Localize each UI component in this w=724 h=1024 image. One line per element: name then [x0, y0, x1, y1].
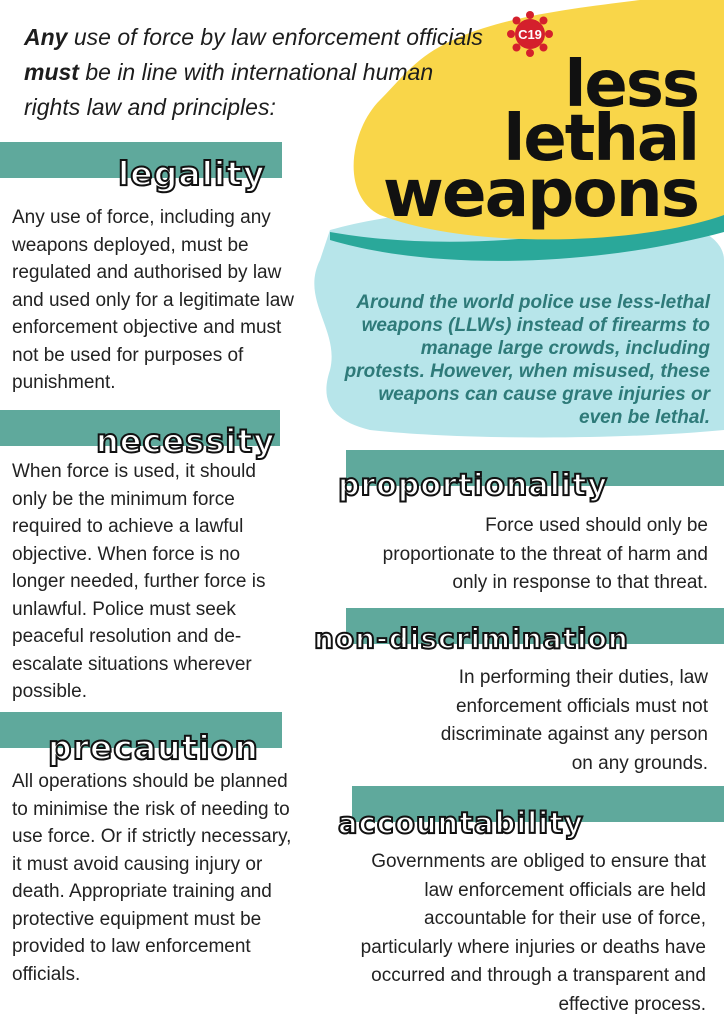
precaution-text: All operations should be planned to minimise the risk of needing to use force. Or if strictly necessary, it must avoid causing injury or death. Appropriate training and protective equipment must be provided to law enforcement officials. [12, 771, 292, 985]
intro-must: must [24, 59, 79, 85]
proportionality-text: Force used should only be proportionate to the threat of harm and only in response to that threat. [382, 515, 708, 593]
logo-text: C19 [518, 27, 542, 42]
non-discrimination-text: In performing their duties, law enforcement officials must not discriminate against any person on any grounds. [440, 667, 708, 774]
page-title [382, 48, 698, 232]
intro-part2: use of force by law enforcement officials [67, 24, 483, 50]
proportionality-heading: proportionality [338, 468, 609, 503]
logo-icon [506, 10, 554, 58]
title-line-1: less [564, 48, 698, 122]
intro-part4: be in line with international human rights law and principles: [24, 59, 434, 120]
accountability-heading: accountability [338, 806, 584, 840]
lede-text: Around the world police use less-lethal weapons (LLWs) instead of firearms to manage large crowds, including protests. However, when misused, these weapons can cause grave injuries or even be lethal. [344, 292, 710, 428]
accountability-text: Governments are obliged to ensure that law enforcement officials are held accountable for their use of force, particularly where injuries or deaths have occurred and through a transparent and effective process. [360, 851, 706, 1015]
title-line-3: weapons [382, 155, 698, 232]
legality-text: Any use of force, including any weapons deployed, must be regulated and authorised by law and used only for a legitimate law enforcement objective and must not be used for purposes of punishment. [12, 207, 294, 393]
legality-heading: legality [118, 154, 266, 193]
necessity-heading: necessity [96, 422, 276, 460]
precaution-heading: precaution [48, 728, 259, 767]
necessity-text: When force is used, it should only be the minimum force required to achieve a lawful objective. When force is no longer needed, further force is unlawful. Police must seek peaceful resolution and de-escalate situations wherever possible. [12, 461, 266, 702]
title-line-2: lethal [503, 102, 698, 176]
non-discrimination-heading: non-discrimination [314, 622, 629, 655]
intro-any: Any [24, 24, 68, 50]
